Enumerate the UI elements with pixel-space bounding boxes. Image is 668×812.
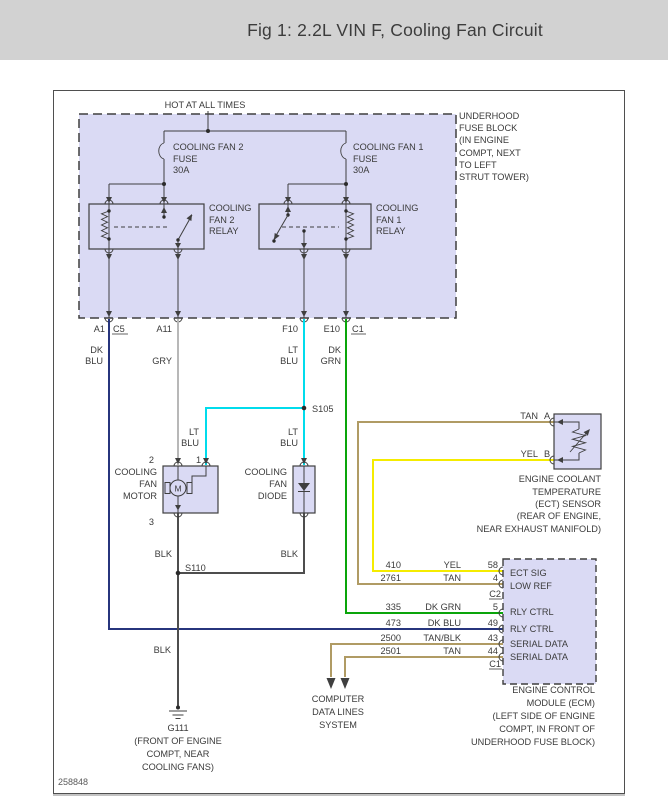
svg-text:(ECT) SENSOR: (ECT) SENSOR [535, 499, 601, 509]
diode-label: COOLING [244, 467, 287, 477]
svg-text:335: 335 [385, 602, 401, 612]
ecm-pin-rly-ctrl-1: RLY CTRL [510, 607, 554, 617]
svg-text:RELAY: RELAY [209, 226, 239, 236]
cooling-fan-motor [115, 455, 218, 527]
ecm-pin-ect-sig: ECT SIG [510, 568, 547, 578]
ect-pin-b: B [544, 449, 551, 459]
svg-text:FUSE: FUSE [173, 154, 198, 164]
svg-text:FAN 1: FAN 1 [376, 215, 402, 225]
ground-g111 [134, 706, 222, 773]
svg-text:410: 410 [385, 560, 401, 570]
svg-text:DK: DK [90, 345, 103, 355]
connector-c5: C5 [113, 324, 125, 334]
motor-pin-1: 1 [196, 455, 202, 465]
figure-title-bar [0, 0, 668, 60]
ecm-pin-serial-2: SERIAL DATA [510, 652, 569, 662]
svg-text:BLK: BLK [154, 549, 172, 559]
svg-text:BLU: BLU [85, 356, 103, 366]
cooling-fan-diode [245, 458, 315, 517]
svg-text:MODULE (ECM): MODULE (ECM) [526, 698, 595, 708]
fuse-block-connector-row [94, 324, 366, 334]
svg-text:TO LEFT: TO LEFT [459, 160, 497, 170]
diagram-page [53, 90, 625, 794]
svg-text:44: 44 [487, 646, 498, 656]
pin-a11: A11 [156, 324, 172, 334]
svg-text:FUSE: FUSE [353, 154, 378, 164]
svg-text:FUSE BLOCK: FUSE BLOCK [459, 123, 518, 133]
pin-a1: A1 [93, 324, 105, 334]
motor-label: COOLING [114, 467, 157, 477]
ecm-connector-c1: C1 [489, 659, 501, 669]
svg-text:FAN 2: FAN 2 [209, 215, 235, 225]
svg-text:58: 58 [487, 560, 498, 570]
svg-text:COMPT, NEXT: COMPT, NEXT [459, 148, 521, 158]
svg-text:DATA LINES: DATA LINES [312, 707, 364, 717]
svg-text:LT: LT [188, 427, 199, 437]
svg-text:BLK: BLK [280, 549, 298, 559]
ecm-note: ENGINE CONTROL [512, 685, 595, 695]
svg-text:TAN: TAN [443, 573, 461, 583]
svg-text:RELAY: RELAY [376, 226, 406, 236]
svg-text:M: M [174, 483, 182, 494]
svg-text:TAN: TAN [520, 411, 538, 421]
svg-text:COOLING FAN 1: COOLING FAN 1 [353, 142, 424, 152]
computer-data-lines [312, 678, 365, 730]
svg-text:TEMPERATURE: TEMPERATURE [532, 487, 601, 497]
ecm-connector-c2: C2 [489, 589, 501, 599]
data-line-arrow-2 [341, 678, 350, 689]
svg-text:UNDERHOOD FUSE BLOCK): UNDERHOOD FUSE BLOCK) [470, 737, 595, 747]
ect-sensor [477, 411, 602, 534]
pin-e10: E10 [323, 324, 340, 334]
svg-text:2500: 2500 [380, 633, 401, 643]
svg-text:4: 4 [492, 573, 498, 583]
engine-control-module [381, 559, 596, 747]
svg-text:STRUT TOWER): STRUT TOWER) [459, 172, 529, 182]
ground-symbol [176, 706, 180, 710]
svg-text:YEL: YEL [443, 560, 461, 570]
svg-text:COOLING FANS): COOLING FANS) [142, 762, 214, 772]
svg-text:DIODE: DIODE [257, 491, 287, 501]
relay2-label: COOLING [209, 203, 252, 213]
svg-text:(REAR OF ENGINE,: (REAR OF ENGINE, [516, 511, 601, 521]
ecm-pin-serial-1: SERIAL DATA [510, 639, 569, 649]
blk-wires [178, 513, 304, 706]
svg-text:(FRONT OF ENGINE: (FRONT OF ENGINE [134, 736, 222, 746]
wiring-diagram [54, 91, 625, 794]
svg-text:GRN: GRN [320, 356, 341, 366]
datalines-label: COMPUTER [311, 694, 365, 704]
ecm-pin-low-ref: LOW REF [510, 581, 552, 591]
svg-text:473: 473 [385, 618, 401, 628]
ect-pin-a: A [544, 411, 551, 421]
ground-label: G111 [167, 723, 189, 733]
svg-text:FAN: FAN [269, 479, 287, 489]
svg-text:SYSTEM: SYSTEM [319, 720, 357, 730]
fuse-block-note: UNDERHOOD [459, 111, 520, 121]
svg-text:COMPT, IN FRONT OF: COMPT, IN FRONT OF [499, 724, 595, 734]
data-line-arrow-1 [327, 678, 336, 689]
hot-at-all-times-label: HOT AT ALL TIMES [164, 100, 246, 110]
splice-s105-label: S105 [312, 404, 334, 414]
svg-text:NEAR EXHAUST MANIFOLD): NEAR EXHAUST MANIFOLD) [476, 524, 601, 534]
svg-text:COMPT, NEAR: COMPT, NEAR [146, 749, 210, 759]
svg-text:30A: 30A [353, 165, 370, 175]
svg-text:2501: 2501 [380, 646, 401, 656]
svg-text:2761: 2761 [380, 573, 401, 583]
splice-s110-label: S110 [185, 563, 206, 573]
connector-c1: C1 [352, 324, 364, 334]
svg-text:49: 49 [487, 618, 498, 628]
svg-text:DK: DK [328, 345, 341, 355]
svg-text:DK GRN: DK GRN [425, 602, 461, 612]
svg-text:MOTOR: MOTOR [122, 491, 157, 501]
svg-text:BLU: BLU [181, 438, 199, 448]
svg-text:5: 5 [492, 602, 498, 612]
svg-text:(IN ENGINE: (IN ENGINE [459, 135, 510, 145]
svg-text:COOLING FAN 2: COOLING FAN 2 [173, 142, 244, 152]
figure-title: Fig 1: 2.2L VIN F, Cooling Fan Circuit [247, 19, 543, 40]
svg-text:TAN: TAN [443, 646, 461, 656]
svg-text:GRY: GRY [152, 356, 172, 366]
svg-text:TAN/BLK: TAN/BLK [423, 633, 461, 643]
relay1-label: COOLING [376, 203, 419, 213]
svg-text:BLU: BLU [280, 356, 298, 366]
svg-text:BLU: BLU [280, 438, 298, 448]
svg-text:43: 43 [487, 633, 498, 643]
tan-serial-wire [345, 657, 503, 677]
motor-pin-2: 2 [148, 455, 154, 465]
svg-text:YEL: YEL [520, 449, 538, 459]
ect-note: ENGINE COOLANT [518, 474, 601, 484]
svg-text:BLK: BLK [153, 645, 171, 655]
svg-text:LT: LT [287, 345, 298, 355]
svg-text:(LEFT SIDE OF ENGINE: (LEFT SIDE OF ENGINE [492, 711, 595, 721]
svg-text:LT: LT [287, 427, 298, 437]
diagram-number: 258848 [58, 777, 89, 787]
motor-pin-3: 3 [148, 517, 154, 527]
dk-grn-wire [346, 319, 503, 613]
tan-blk-serial-wire [331, 644, 503, 677]
svg-text:DK BLU: DK BLU [427, 618, 461, 628]
splice-s110-dot [176, 571, 181, 576]
svg-text:30A: 30A [173, 165, 190, 175]
pin-f10: F10 [282, 324, 298, 334]
svg-text:FAN: FAN [139, 479, 157, 489]
splice-s105-dot [302, 406, 307, 411]
ecm-pin-rly-ctrl-2: RLY CTRL [510, 624, 554, 634]
